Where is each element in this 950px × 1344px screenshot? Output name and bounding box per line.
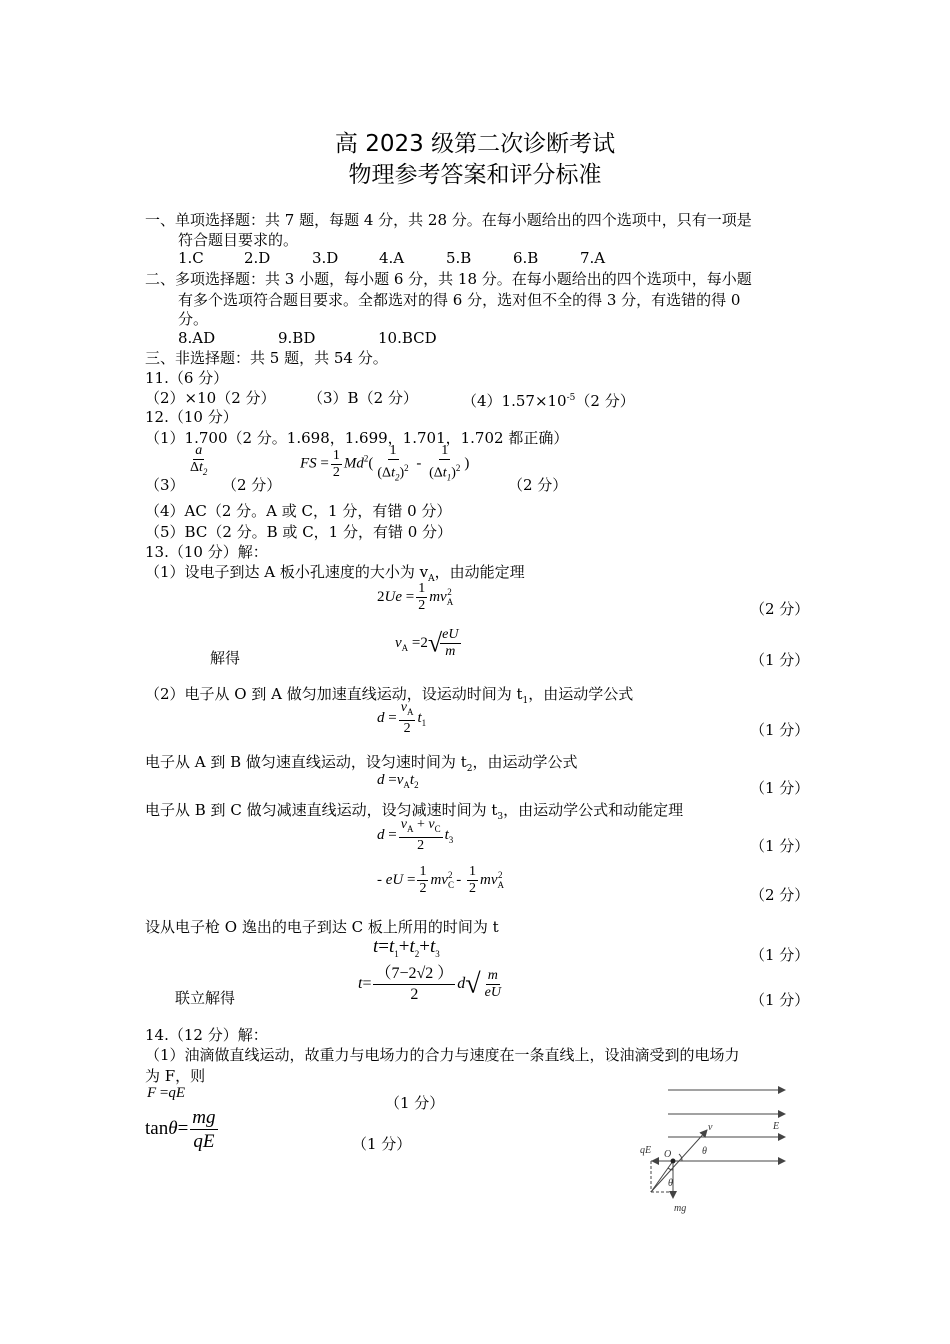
q13-line3-text: 电子从 A 到 B 做匀速直线运动，设匀速时间为 t [145, 753, 467, 771]
score: （2 分） [750, 886, 810, 904]
q14-eq-f: F =qE [147, 1085, 186, 1101]
q13-eq-energy: 2Ue = $\frac{1}{2}$ $mv_A^2$ [377, 581, 454, 613]
q13-eq-energy2: - eU = $\frac{1}{2}$ $mv_C^2$ - $\frac{1}{2}$ $mv_A^2$ [377, 864, 504, 896]
q13-part1: （1）设电子到达 A 板小孔速度的大小为 $v_A$，由动能定理 [145, 563, 525, 584]
q13-eq-d1: d = $\frac{v_A}{2}$ $t_1$ [377, 700, 427, 736]
sec1-heading-cont: 符合题目要求的。 [178, 231, 299, 249]
label-qe: qE [640, 1145, 652, 1156]
q11-part2: （2）×10（2 分） [145, 389, 276, 407]
score: （1 分） [750, 946, 810, 964]
q13-eq-t-sum: $t=t_1+t_2+t_3$ [373, 936, 440, 959]
q13-line3-text-b: ，由运动学公式 [472, 753, 578, 771]
score: （1 分） [750, 991, 810, 1009]
q13-lianli: 联立解得 [175, 989, 236, 1007]
q11-part4-exponent: -5 [566, 393, 576, 403]
q13-part2-text: （2）电子从 O 到 A 做匀加速直线运动，设运动时间为 t [145, 685, 523, 703]
q13-part2-text-b: ，由运动学公式 [528, 685, 634, 703]
q13-eq-d3: d = $\frac{v_A + v_C}{2}$ $t_3$ [377, 817, 454, 853]
q13-eq-d2: $d =v_At_2$ [377, 772, 419, 790]
q14-heading: 14.（12 分）解： [145, 1026, 268, 1044]
sec1-answer: 5.B [446, 249, 472, 267]
oil-drop [671, 1159, 676, 1164]
q11-part4-score: （2 分） [575, 392, 635, 410]
label-theta: θ [702, 1146, 707, 1157]
q11-part3: （3）B（2 分） [308, 389, 418, 407]
q14-part1: （1）油滴做直线运动，故重力与电场力的合力与速度在一条直线上，设油滴受到的电场力 [145, 1046, 740, 1064]
sec2-heading: 二、多项选择题：共 3 小题，每小题 6 分，共 18 分。在每小题给出的四个选项中，每小题 [145, 270, 752, 288]
label-e: E [773, 1121, 780, 1132]
score: （1 分） [750, 721, 810, 739]
q13-eq-va: $v_A =2√$ $\frac{eU}{m}$ [395, 627, 459, 659]
score: （1 分） [750, 837, 810, 855]
label-theta: θ [668, 1178, 673, 1189]
q11-heading: 11.（6 分） [145, 369, 229, 387]
q14-eq-tan: tanθ= $\frac{mg}{qE}$ [145, 1107, 216, 1152]
sec3-heading: 三、非选择题：共 5 题，共 54 分。 [145, 349, 388, 367]
score: （1 分） [385, 1094, 445, 1112]
q13-line3: 电子从 A 到 B 做匀速直线运动，设匀速时间为 $t_2$，由运动学公式 [145, 753, 578, 774]
sec1-answer: 7.A [580, 249, 606, 267]
sec2-heading-cont: 有多个选项符合题目要求。全都选对的得 6 分，选对但不全的得 3 分，有选错的得 0 [178, 291, 741, 309]
score: （2 分） [750, 600, 810, 618]
q14-part1-cont: 为 F，则 [145, 1067, 206, 1085]
sec1-answer: 2.D [244, 249, 271, 267]
q13-line4: 电子从 B 到 C 做匀减速直线运动，设匀减速时间为 $t_3$，由运动学公式和动能定理 [145, 801, 684, 822]
title-line2: 物理参考答案和评分标准 [348, 162, 602, 188]
q12-part3-label: （3） [145, 476, 185, 494]
sec1-answer: 3.D [312, 249, 339, 267]
q13-heading: 13.（10 分）解： [145, 543, 268, 561]
q12-part4: （4）AC（2 分。A 或 C，1 分，有错 0 分） [145, 502, 452, 520]
q12-part3-score2: （2 分） [508, 476, 568, 494]
label-mg: mg [674, 1203, 687, 1214]
label-o: O [664, 1149, 672, 1160]
q13-part1-text: （1）设电子到达 A 板小孔速度的大小为 v [145, 563, 429, 581]
score: （1 分） [352, 1135, 412, 1153]
sec1-answer: 1.C [178, 249, 204, 267]
q13-part2: （2）电子从 O 到 A 做匀加速直线运动，设运动时间为 $t_1$，由运动学公式 [145, 685, 634, 706]
sec2-answer: 8.AD [178, 329, 216, 347]
q13-part1-text-b: ，由动能定理 [434, 563, 525, 581]
score: （1 分） [750, 651, 810, 669]
sec1-answer: 6.B [513, 249, 539, 267]
q13-line4-text-b: ，由运动学公式和动能定理 [503, 801, 684, 819]
q12-formula-a: $\frac{a}{\Delta t_2}$ [190, 443, 208, 477]
sec1-answer: 4.A [379, 249, 405, 267]
q13-line4-text: 电子从 B 到 C 做匀减速直线运动，设匀减速时间为 t [145, 801, 498, 819]
sec2-answer: 10.BCD [378, 329, 437, 347]
q12-heading: 12.（10 分） [145, 408, 238, 426]
q11-part4-value: （4）1.57×10 [462, 392, 567, 410]
sec2-answer: 9.BD [278, 329, 316, 347]
q12-formula-fs: FS = $\frac{1}{2}$ Md$^2$( $\frac{1}{(\Delta t_2)^2}$ - $\frac{1}{(\Delta t_1)^2}$ ) [300, 443, 470, 483]
force-diagram [630, 1080, 800, 1220]
q13-jiede: 解得 [210, 649, 241, 667]
title-line1: 高 2023 级第二次诊断考试 [334, 131, 616, 157]
sec2-heading-cont: 分。 [178, 310, 209, 328]
q12-part5: （5）BC（2 分。B 或 C，1 分，有错 0 分） [145, 523, 453, 541]
q13-line5: 设从电子枪 O 逸出的电子到达 C 板上所用的时间为 t [145, 918, 499, 936]
q12-part1: （1）1.700（2 分。1.698，1.699，1.701，1.702 都正确） [145, 429, 569, 447]
q11-part4 [462, 389, 635, 410]
sec1-heading: 一、单项选择题：共 7 题，每题 4 分，共 28 分。在每小题给出的四个选项中，只有一项是 [145, 211, 752, 229]
label-v: v [708, 1122, 713, 1133]
q12-part3-score1: （2 分） [222, 476, 282, 494]
q13-eq-t-result: t= $\frac{(7-2√2 )}{2}$ d√ $\frac{m}{eU}$ [358, 965, 501, 1003]
score: （1 分） [750, 779, 810, 797]
